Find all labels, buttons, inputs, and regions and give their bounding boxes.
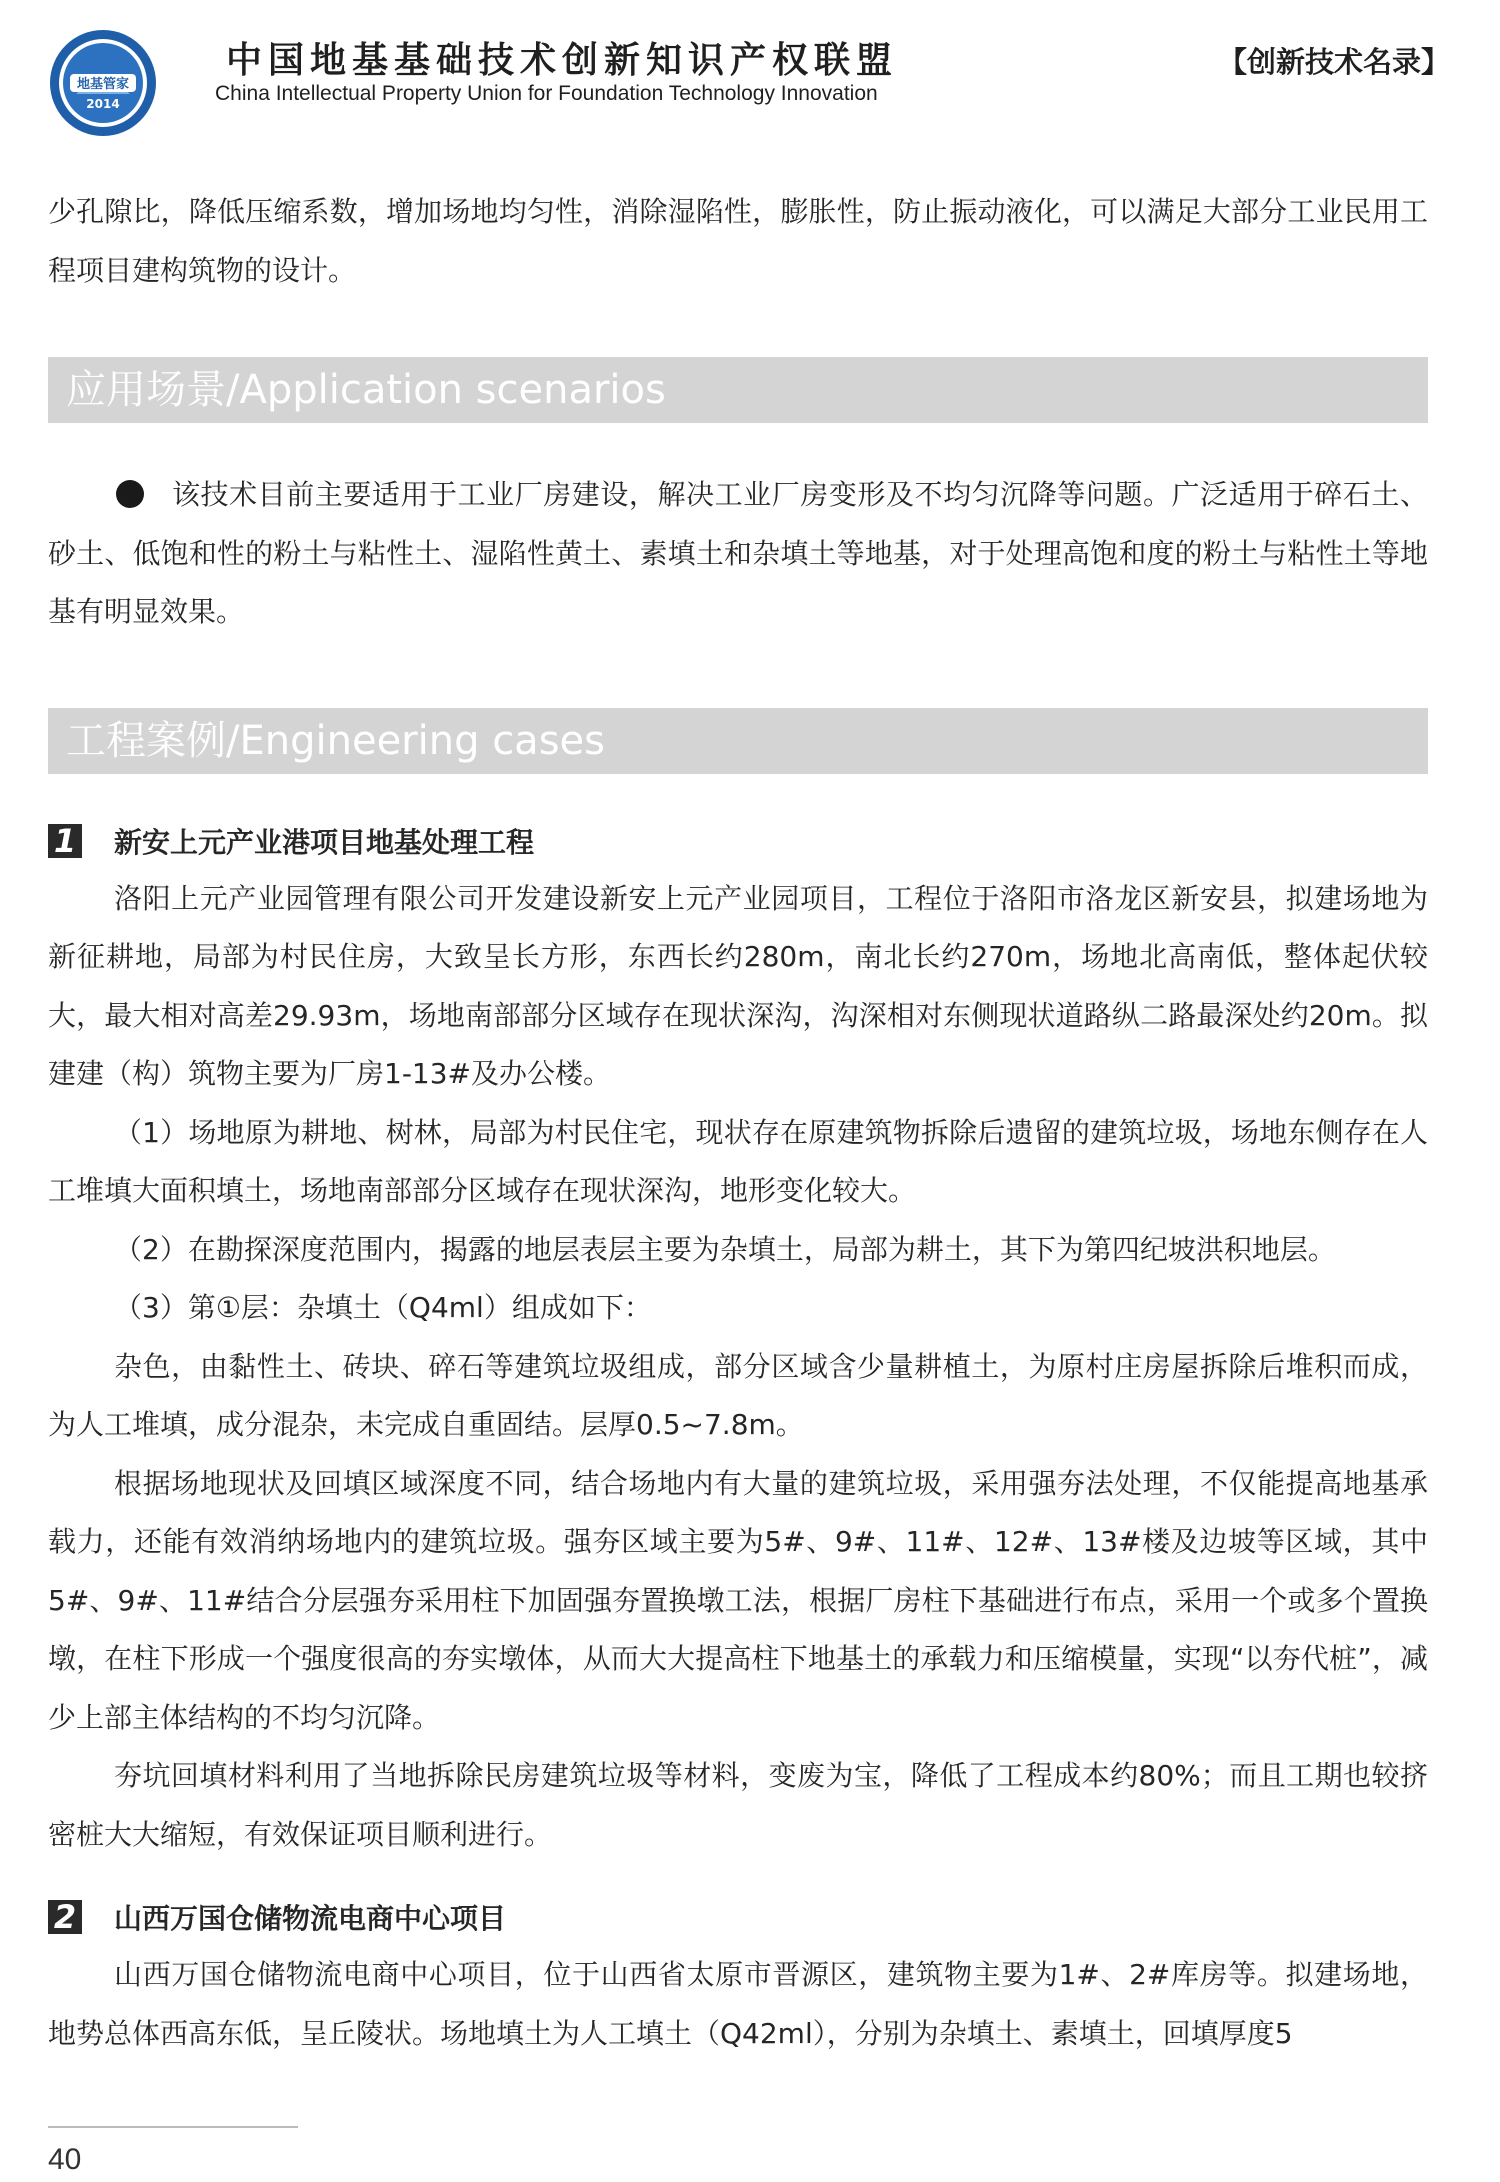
case1-paragraph: 根据场地现状及回填区域深度不同，结合场地内有大量的建筑垃圾，采用强夯法处理，不仅能提高地基承载力，还能有效消纳场地内的建筑垃圾。强夯区域主要为5#、9#、11#、12#、13#楼及边坡等区域，其中5#、9#、11#结合分层强夯采用柱下加固强夯置换墩工法，根据厂房柱下基础进行布点，采用一个或多个置换墩，在柱下形成一个强度很高的夯实墩体，从而大大提高柱下地基土的承载力和压缩模量，实现“以夯代桩”，减少上部主体结构的不均匀沉降。 xyxy=(48,1466,1428,1734)
case1-paragraph: 夯坑回填材料利用了当地拆除民房建筑垃圾等材料，变废为宝，降低了工程成本约80%；而且工期也较挤密桩大大缩短，有效保证项目顺利进行。 xyxy=(48,1759,1428,1851)
catalog-tag: 【创新技术名录】 xyxy=(1217,45,1450,79)
bullet-icon xyxy=(116,480,144,508)
case-number-icon: 2 xyxy=(48,1900,82,1934)
case1-paragraph: （1）场地原为耕地、树林，局部为村民住宅，现状存在原建筑物拆除后遗留的建筑垃圾，场地东侧存在人工堆填大面积填土，场地南部部分区域存在现状深沟，地形变化较大。 xyxy=(48,1115,1428,1207)
svg-text:2014: 2014 xyxy=(86,97,120,111)
case-name: 新安上元产业港项目地基处理工程 xyxy=(114,825,535,859)
svg-text:地基管家: 地基管家 xyxy=(76,77,130,92)
page-number: 40 xyxy=(48,2143,82,2176)
application-bullet xyxy=(48,466,1428,642)
case1-paragraph: （2）在勘探深度范围内，揭露的地层表层主要为杂填土，局部为耕土，其下为第四纪坡洪积地层。 xyxy=(114,1232,1336,1266)
alliance-logo xyxy=(48,28,158,138)
case-number-icon: 1 xyxy=(48,824,82,858)
case-name: 山西万国仓储物流电商中心项目 xyxy=(114,1902,507,1935)
intro-paragraph: 少孔隙比，降低压缩系数，增加场地均匀性，消除湿陷性，膨胀性，防止振动液化，可以满足大部分工业民用工程项目建构筑物的设计。 xyxy=(48,195,1428,287)
section-banner-cases: 工程案例/Engineering cases xyxy=(48,708,1428,774)
case-title-1 xyxy=(48,812,1428,870)
case1-paragraph: 杂色，由黏性土、砖块、碎石等建筑垃圾组成，部分区域含少量耕植土，为原村庄房屋拆除后堆积而成，为人工堆填，成分混杂，未完成自重固结。层厚0.5~7.8m。 xyxy=(48,1349,1428,1441)
section-banner-application: 应用场景/Application scenarios xyxy=(48,357,1428,423)
page-header xyxy=(48,22,1458,132)
case2-paragraph: 山西万国仓储物流电商中心项目，位于山西省太原市晋源区，建筑物主要为1#、2#库房等。拟建场地，地势总体西高东低，呈丘陵状。场地填土为人工填土（Q42ml），分别为杂填土、素填土，回填厚度5 xyxy=(48,1958,1428,2050)
case1-paragraph: 洛阳上元产业园管理有限公司开发建设新安上元产业园项目，工程位于洛阳市洛龙区新安县，拟建场地为新征耕地，局部为村民住房，大致呈长方形，东西长约280m，南北长约270m，场地北高南低，整体起伏较大，最大相对高差29.93m，场地南部部分区域存在现状深沟，沟深相对东侧现状道路纵二路最深处约20m。拟建建（构）筑物主要为厂房1-13#及办公楼。 xyxy=(48,881,1428,1090)
application-bullet-text: 该技术目前主要适用于工业厂房建设，解决工业厂房变形及不均匀沉降等问题。广泛适用于碎石土、砂土、低饱和性的粉土与粘性土、湿陷性黄土、素填土和杂填土等地基，对于处理高饱和度的粉土与粘性土等地基有明显效果。 xyxy=(48,478,1428,628)
case1-paragraph: （3）第①层：杂填土（Q4ml）组成如下： xyxy=(114,1291,652,1324)
page-content xyxy=(48,183,1428,2063)
org-name-en: China Intellectual Property Union for Foundation Technology Innovation xyxy=(215,82,878,105)
footer-divider xyxy=(48,2126,298,2128)
case-title-2 xyxy=(48,1888,1428,1946)
org-name-cn: 中国地基基础技术创新知识产权联盟 xyxy=(226,39,899,81)
